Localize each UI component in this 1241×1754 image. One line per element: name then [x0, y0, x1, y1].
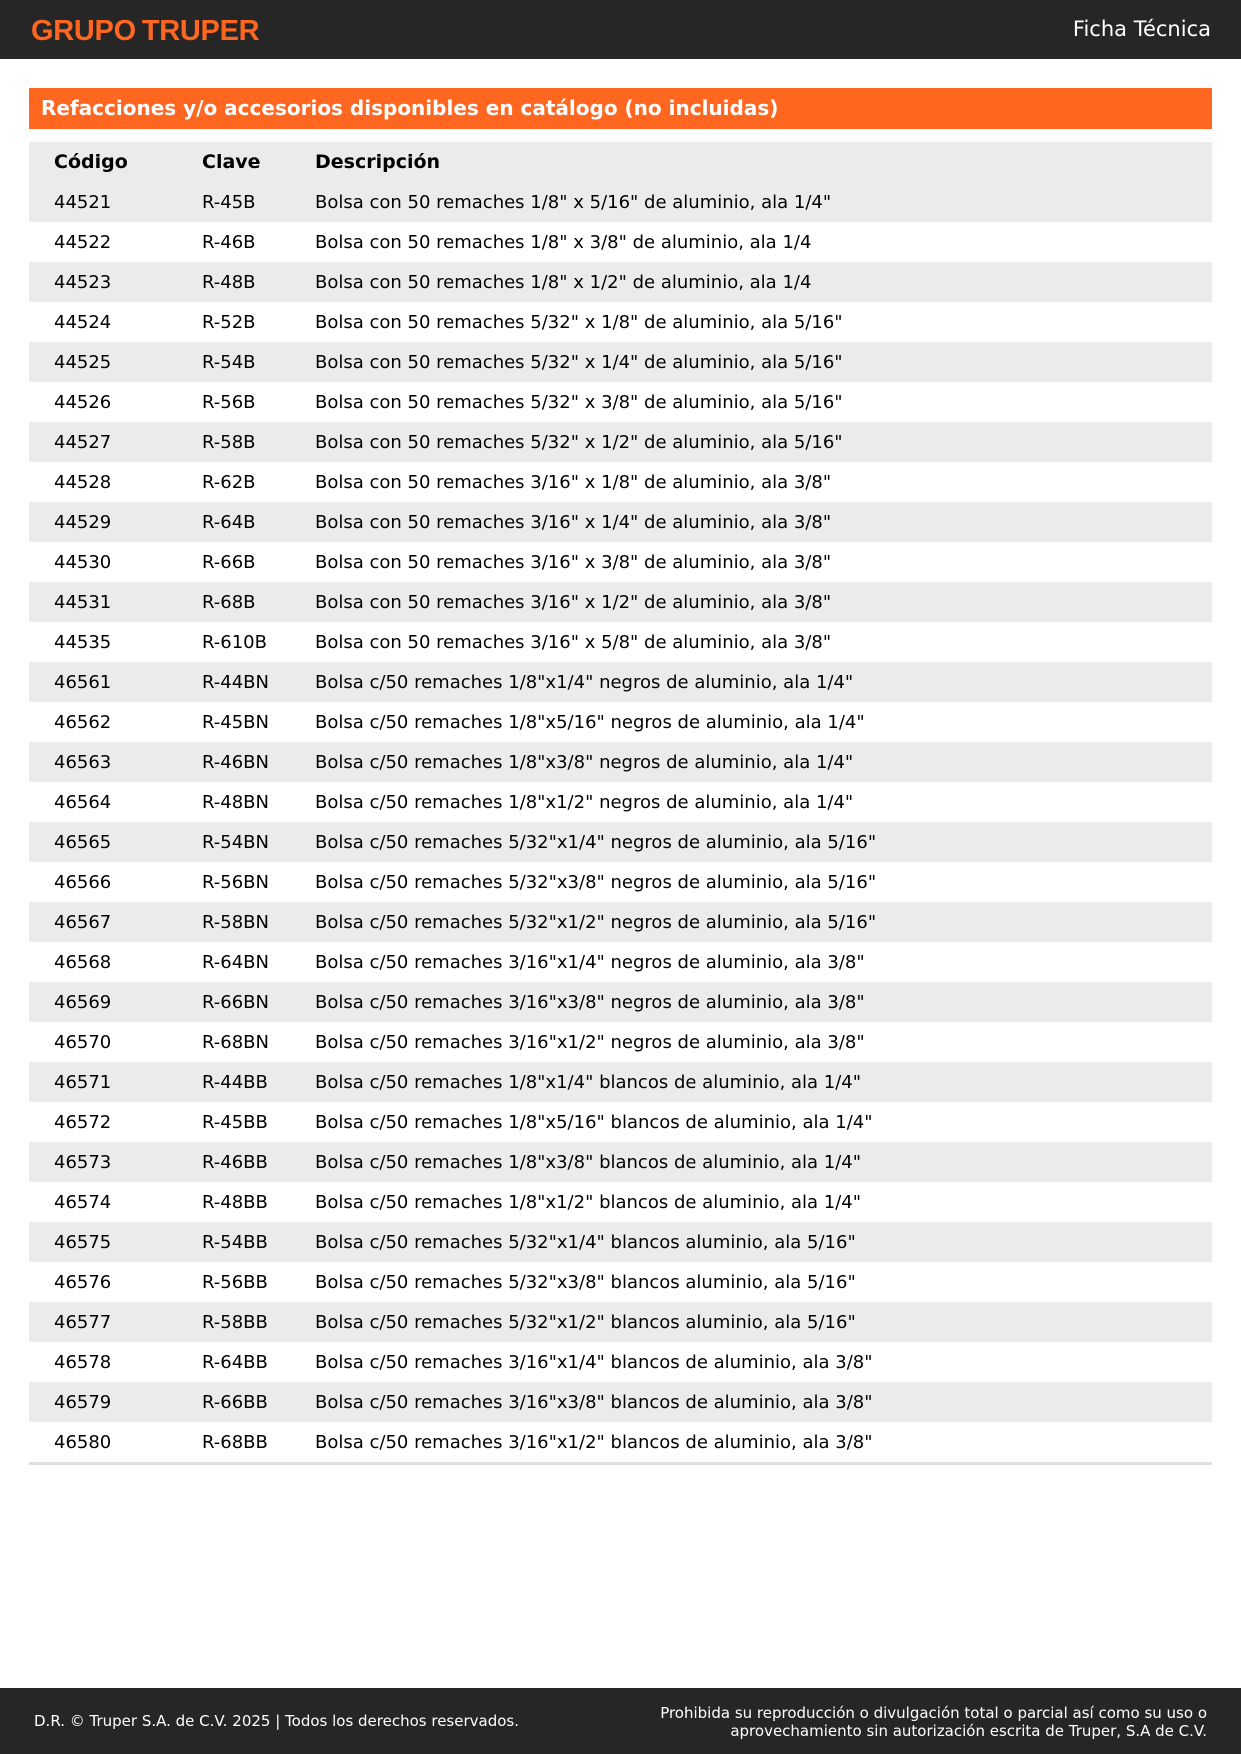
brand-logo [31, 14, 259, 48]
cell-codigo: 44525 [29, 342, 174, 382]
cell-clave: R-48BB [174, 1182, 315, 1222]
cell-descripcion: Bolsa c/50 remaches 1/8"x5/16" blancos de aluminio, ala 1/4" [315, 1102, 1212, 1142]
legal-notice-line-2: aprovechamiento sin autorización escrita de Truper, S.A de C.V. [730, 1722, 1207, 1740]
cell-codigo: 46577 [29, 1302, 174, 1342]
cell-codigo: 44526 [29, 382, 174, 422]
table-row [29, 1422, 1212, 1462]
parts-table-container [29, 142, 1212, 1465]
cell-clave: R-56BN [174, 862, 315, 902]
cell-codigo: 46567 [29, 902, 174, 942]
legal-notice-line-1: Prohibida su reproducción o divulgación total o parcial así como su uso o [660, 1704, 1207, 1722]
cell-descripcion: Bolsa c/50 remaches 5/32"x1/4" negros de aluminio, ala 5/16" [315, 822, 1212, 862]
table-row [29, 422, 1212, 462]
cell-descripcion: Bolsa c/50 remaches 1/8"x1/2" negros de aluminio, ala 1/4" [315, 782, 1212, 822]
table-row [29, 462, 1212, 502]
table-row [29, 1382, 1212, 1422]
cell-clave: R-68BB [174, 1422, 315, 1462]
cell-descripcion: Bolsa c/50 remaches 1/8"x3/8" blancos de aluminio, ala 1/4" [315, 1142, 1212, 1182]
cell-codigo: 46572 [29, 1102, 174, 1142]
table-row [29, 1062, 1212, 1102]
legal-notice [647, 1704, 1207, 1740]
table-row [29, 262, 1212, 302]
cell-descripcion: Bolsa c/50 remaches 1/8"x5/16" negros de aluminio, ala 1/4" [315, 702, 1212, 742]
cell-codigo: 44535 [29, 622, 174, 662]
table-row [29, 902, 1212, 942]
table-row [29, 1262, 1212, 1302]
cell-codigo: 46573 [29, 1142, 174, 1182]
cell-codigo: 46569 [29, 982, 174, 1022]
cell-descripcion: Bolsa c/50 remaches 1/8"x3/8" negros de aluminio, ala 1/4" [315, 742, 1212, 782]
cell-clave: R-66B [174, 542, 315, 582]
top-header-bar [0, 0, 1241, 59]
cell-descripcion: Bolsa con 50 remaches 3/16" x 1/2" de aluminio, ala 3/8" [315, 582, 1212, 622]
cell-codigo: 44524 [29, 302, 174, 342]
table-row [29, 742, 1212, 782]
cell-clave: R-58BB [174, 1302, 315, 1342]
column-header-descripcion: Descripción [315, 142, 1212, 182]
cell-clave: R-54BB [174, 1222, 315, 1262]
table-header-row [29, 142, 1212, 182]
cell-descripcion: Bolsa c/50 remaches 5/32"x3/8" blancos aluminio, ala 5/16" [315, 1262, 1212, 1302]
cell-codigo: 46565 [29, 822, 174, 862]
cell-descripcion: Bolsa con 50 remaches 3/16" x 5/8" de aluminio, ala 3/8" [315, 622, 1212, 662]
table-row [29, 542, 1212, 582]
table-row [29, 1342, 1212, 1382]
cell-codigo: 44530 [29, 542, 174, 582]
cell-clave: R-610B [174, 622, 315, 662]
cell-descripcion: Bolsa con 50 remaches 5/32" x 1/4" de aluminio, ala 5/16" [315, 342, 1212, 382]
cell-codigo: 46578 [29, 1342, 174, 1382]
cell-descripcion: Bolsa c/50 remaches 1/8"x1/4" blancos de aluminio, ala 1/4" [315, 1062, 1212, 1102]
cell-clave: R-44BB [174, 1062, 315, 1102]
cell-codigo: 44528 [29, 462, 174, 502]
cell-codigo: 46563 [29, 742, 174, 782]
cell-descripcion: Bolsa c/50 remaches 5/32"x3/8" negros de aluminio, ala 5/16" [315, 862, 1212, 902]
cell-descripcion: Bolsa c/50 remaches 1/8"x1/4" negros de aluminio, ala 1/4" [315, 662, 1212, 702]
cell-codigo: 44531 [29, 582, 174, 622]
cell-descripcion: Bolsa con 50 remaches 1/8" x 5/16" de aluminio, ala 1/4" [315, 182, 1212, 222]
cell-descripcion: Bolsa c/50 remaches 5/32"x1/2" negros de aluminio, ala 5/16" [315, 902, 1212, 942]
cell-descripcion: Bolsa c/50 remaches 3/16"x1/4" negros de aluminio, ala 3/8" [315, 942, 1212, 982]
cell-codigo: 46571 [29, 1062, 174, 1102]
cell-clave: R-46BN [174, 742, 315, 782]
table-row [29, 1142, 1212, 1182]
table-row [29, 342, 1212, 382]
cell-descripcion: Bolsa con 50 remaches 3/16" x 3/8" de aluminio, ala 3/8" [315, 542, 1212, 582]
cell-clave: R-46BB [174, 1142, 315, 1182]
cell-codigo: 46575 [29, 1222, 174, 1262]
column-header-clave: Clave [174, 142, 315, 182]
cell-codigo: 46574 [29, 1182, 174, 1222]
cell-clave: R-54BN [174, 822, 315, 862]
table-row [29, 302, 1212, 342]
cell-clave: R-54B [174, 342, 315, 382]
brand-word-truper: TRUPER [141, 15, 260, 47]
cell-descripcion: Bolsa con 50 remaches 5/32" x 1/2" de aluminio, ala 5/16" [315, 422, 1212, 462]
cell-codigo: 46576 [29, 1262, 174, 1302]
cell-codigo: 46580 [29, 1422, 174, 1462]
cell-clave: R-68BN [174, 1022, 315, 1062]
table-row [29, 1102, 1212, 1142]
cell-codigo: 46568 [29, 942, 174, 982]
cell-codigo: 44521 [29, 182, 174, 222]
cell-clave: R-62B [174, 462, 315, 502]
cell-clave: R-45BB [174, 1102, 315, 1142]
cell-codigo: 44529 [29, 502, 174, 542]
cell-clave: R-56BB [174, 1262, 315, 1302]
table-row [29, 1302, 1212, 1342]
cell-clave: R-46B [174, 222, 315, 262]
cell-clave: R-64BB [174, 1342, 315, 1382]
cell-clave: R-66BB [174, 1382, 315, 1422]
cell-descripcion: Bolsa con 50 remaches 3/16" x 1/8" de aluminio, ala 3/8" [315, 462, 1212, 502]
cell-descripcion: Bolsa con 50 remaches 1/8" x 3/8" de aluminio, ala 1/4 [315, 222, 1212, 262]
table-row [29, 782, 1212, 822]
cell-clave: R-64BN [174, 942, 315, 982]
footer-bar [0, 1688, 1241, 1754]
cell-codigo: 46566 [29, 862, 174, 902]
cell-descripcion: Bolsa c/50 remaches 3/16"x1/4" blancos de aluminio, ala 3/8" [315, 1342, 1212, 1382]
cell-clave: R-45BN [174, 702, 315, 742]
cell-descripcion: Bolsa c/50 remaches 3/16"x3/8" blancos de aluminio, ala 3/8" [315, 1382, 1212, 1422]
cell-descripcion: Bolsa c/50 remaches 3/16"x1/2" negros de aluminio, ala 3/8" [315, 1022, 1212, 1062]
cell-clave: R-52B [174, 302, 315, 342]
cell-descripcion: Bolsa c/50 remaches 1/8"x1/2" blancos de aluminio, ala 1/4" [315, 1182, 1212, 1222]
cell-clave: R-58B [174, 422, 315, 462]
cell-codigo: 46564 [29, 782, 174, 822]
section-title: Refacciones y/o accesorios disponibles en catálogo (no incluidas) [41, 96, 779, 120]
cell-descripcion: Bolsa con 50 remaches 5/32" x 3/8" de aluminio, ala 5/16" [315, 382, 1212, 422]
table-row [29, 582, 1212, 622]
table-row [29, 1182, 1212, 1222]
table-row [29, 702, 1212, 742]
table-row [29, 1222, 1212, 1262]
cell-codigo: 46579 [29, 1382, 174, 1422]
table-row [29, 222, 1212, 262]
cell-codigo: 44522 [29, 222, 174, 262]
table-row [29, 982, 1212, 1022]
cell-clave: R-58BN [174, 902, 315, 942]
cell-descripcion: Bolsa c/50 remaches 3/16"x3/8" negros de aluminio, ala 3/8" [315, 982, 1212, 1022]
table-body [29, 182, 1212, 1462]
column-header-codigo: Código [29, 142, 174, 182]
table-row [29, 382, 1212, 422]
copyright-text: D.R. © Truper S.A. de C.V. 2025 | Todos los derechos reservados. [34, 1712, 519, 1730]
section-header [29, 88, 1212, 129]
table-row [29, 662, 1212, 702]
cell-clave: R-56B [174, 382, 315, 422]
cell-descripcion: Bolsa con 50 remaches 5/32" x 1/8" de aluminio, ala 5/16" [315, 302, 1212, 342]
table-row [29, 862, 1212, 902]
brand-word-grupo: GRUPO [31, 15, 136, 47]
parts-table [29, 142, 1212, 1462]
cell-descripcion: Bolsa c/50 remaches 3/16"x1/2" blancos de aluminio, ala 3/8" [315, 1422, 1212, 1462]
cell-codigo: 46562 [29, 702, 174, 742]
table-row [29, 822, 1212, 862]
table-row [29, 502, 1212, 542]
cell-codigo: 46561 [29, 662, 174, 702]
cell-clave: R-45B [174, 182, 315, 222]
cell-descripcion: Bolsa con 50 remaches 1/8" x 1/2" de aluminio, ala 1/4 [315, 262, 1212, 302]
cell-codigo: 44523 [29, 262, 174, 302]
table-row [29, 622, 1212, 662]
cell-clave: R-48B [174, 262, 315, 302]
cell-descripcion: Bolsa c/50 remaches 5/32"x1/2" blancos aluminio, ala 5/16" [315, 1302, 1212, 1342]
document-type-label: Ficha Técnica [1072, 17, 1211, 41]
cell-clave: R-48BN [174, 782, 315, 822]
cell-descripcion: Bolsa con 50 remaches 3/16" x 1/4" de aluminio, ala 3/8" [315, 502, 1212, 542]
table-row [29, 1022, 1212, 1062]
cell-clave: R-66BN [174, 982, 315, 1022]
cell-clave: R-64B [174, 502, 315, 542]
cell-codigo: 46570 [29, 1022, 174, 1062]
cell-clave: R-68B [174, 582, 315, 622]
cell-clave: R-44BN [174, 662, 315, 702]
table-row [29, 942, 1212, 982]
table-row [29, 182, 1212, 222]
cell-descripcion: Bolsa c/50 remaches 5/32"x1/4" blancos aluminio, ala 5/16" [315, 1222, 1212, 1262]
cell-codigo: 44527 [29, 422, 174, 462]
